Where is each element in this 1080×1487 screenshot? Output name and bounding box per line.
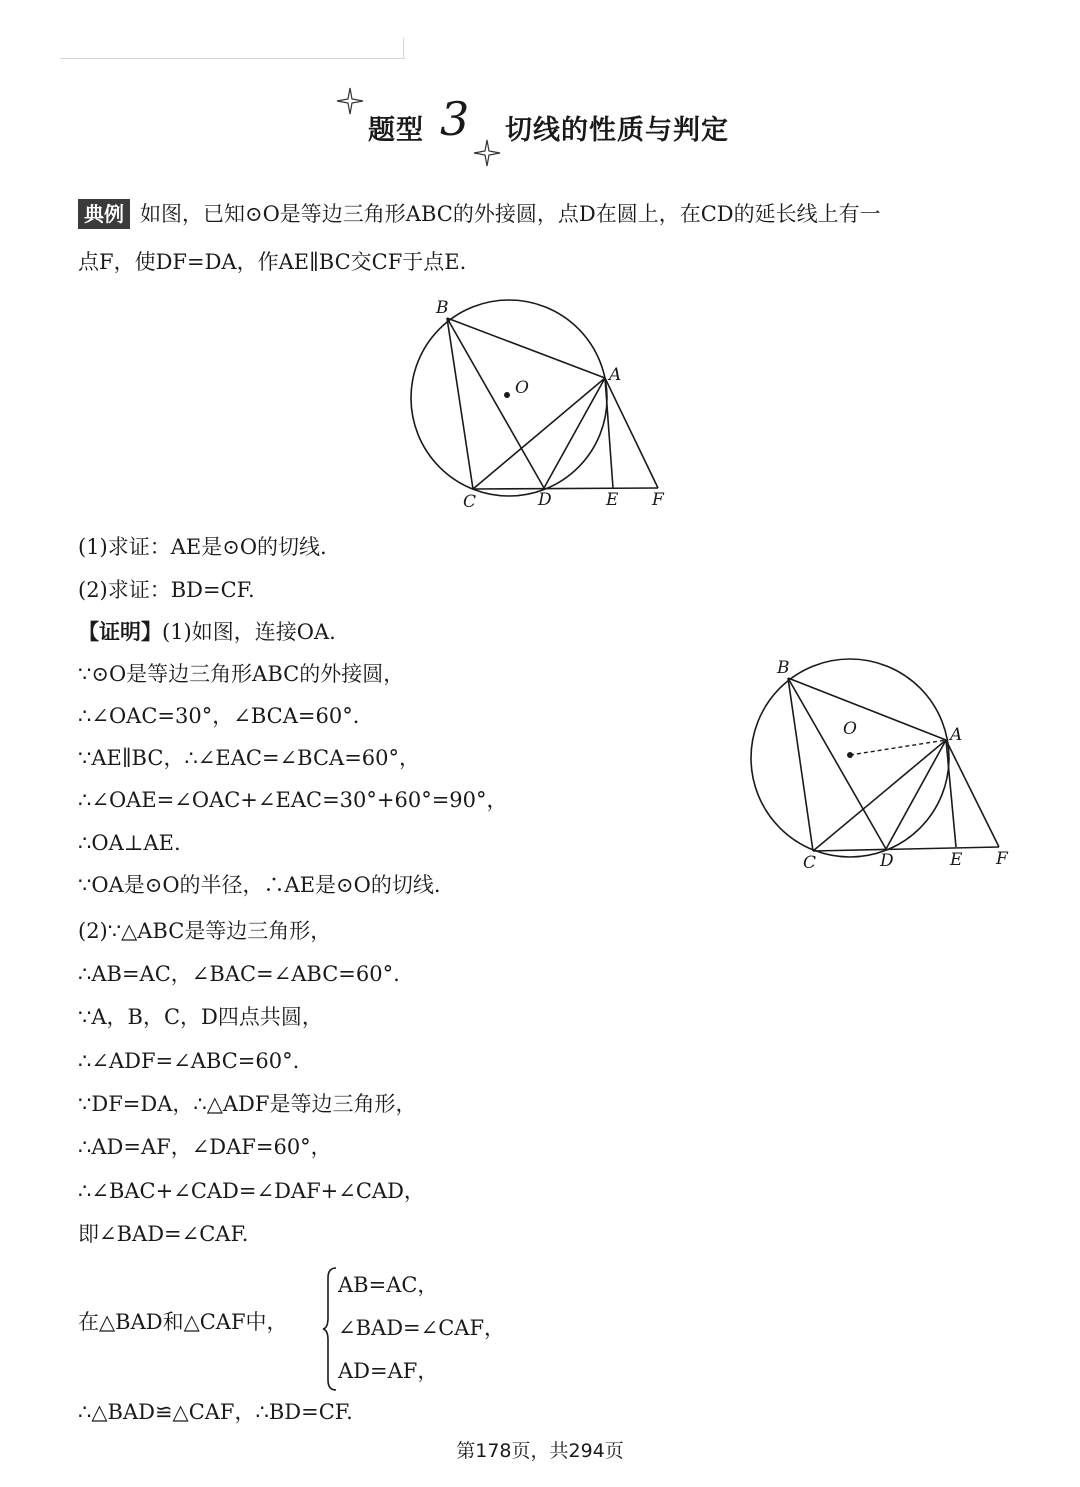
question-1: (1)求证：AE是⊙O的切线. — [78, 535, 327, 559]
label-e: E — [606, 490, 619, 510]
center-point — [847, 752, 853, 758]
system-line: ∠BAD=∠CAF， — [338, 1316, 506, 1340]
label-e: E — [950, 850, 963, 870]
proof-line: (2)∵△ABC是等边三角形， — [78, 919, 332, 943]
label-d: D — [538, 490, 552, 510]
example-line-1: 典例 如图，已知⊙O是等边三角形ABC的外接圆，点D在圆上，在CD的延长线上有一 — [78, 199, 881, 229]
system-line: AD=AF， — [338, 1359, 439, 1383]
section-heading — [335, 86, 775, 176]
label-d: D — [880, 851, 894, 871]
sparkle-icon — [472, 138, 502, 168]
section-title: 切线的性质与判定 — [505, 115, 729, 146]
label-c: C — [463, 492, 477, 512]
label-b: B — [777, 658, 790, 678]
proof-line: ∵AE∥BC，∴∠EAC=∠BCA=60°， — [78, 746, 421, 770]
label-o: O — [515, 378, 529, 398]
proof-line: ∴∠OAC=30°，∠BCA=60°. — [78, 704, 360, 728]
example-badge: 典例 — [78, 199, 130, 229]
proof-line: ∵OA是⊙O的半径，∴AE是⊙O的切线. — [78, 873, 441, 897]
proof-line-1: 【证明】(1)如图，连接OA. — [78, 620, 336, 644]
proof-line: ∴∠ADF=∠ABC=60°. — [78, 1049, 300, 1073]
proof-line: 即∠BAD=∠CAF. — [78, 1222, 249, 1246]
label-o: O — [843, 719, 857, 739]
proof-line: ∴∠BAC+∠CAD=∠DAF+∠CAD， — [78, 1179, 425, 1203]
proof-line: ∵DF=DA，∴△ADF是等边三角形， — [78, 1092, 417, 1116]
label-b: B — [436, 298, 449, 318]
top-rule-end — [403, 38, 404, 58]
equation-system — [338, 1264, 505, 1393]
section-label: 题型 — [368, 115, 424, 146]
circle-o — [411, 300, 607, 496]
figure-1 — [400, 290, 680, 515]
proof-line: ∵⊙O是等边三角形ABC的外接圆， — [78, 662, 405, 686]
proof-conclusion: ∴△BAD≌△CAF，∴BD=CF. — [78, 1400, 353, 1424]
proof-line: ∵A，B，C，D四点共圆， — [78, 1005, 323, 1029]
system-prefix: 在△BAD和△CAF中， — [78, 1310, 288, 1334]
label-c: C — [803, 853, 817, 873]
section-number: 3 — [440, 92, 470, 146]
proof-line: ∴AB=AC，∠BAC=∠ABC=60°. — [78, 962, 400, 986]
sparkle-icon — [335, 86, 365, 116]
proof-line: ∴AD=AF，∠DAF=60°， — [78, 1135, 332, 1159]
figure-2 — [740, 650, 1030, 875]
page-footer: 第178页，共294页 — [456, 1440, 624, 1462]
center-point — [504, 392, 510, 398]
proof-label: 【证明】 — [78, 620, 162, 644]
label-a: A — [950, 725, 963, 745]
question-2: (2)求证：BD=CF. — [78, 578, 255, 602]
label-f: F — [996, 849, 1008, 869]
proof-line: ∴∠OAE=∠OAC+∠EAC=30°+60°=90°， — [78, 788, 508, 812]
top-rule — [60, 58, 405, 59]
label-f: F — [652, 490, 664, 510]
label-a: A — [609, 365, 622, 385]
proof-line: ∴OA⊥AE. — [78, 831, 181, 855]
system-line: AB=AC， — [338, 1273, 439, 1297]
example-line-2: 点F，使DF=DA，作AE∥BC交CF于点E. — [78, 250, 467, 274]
